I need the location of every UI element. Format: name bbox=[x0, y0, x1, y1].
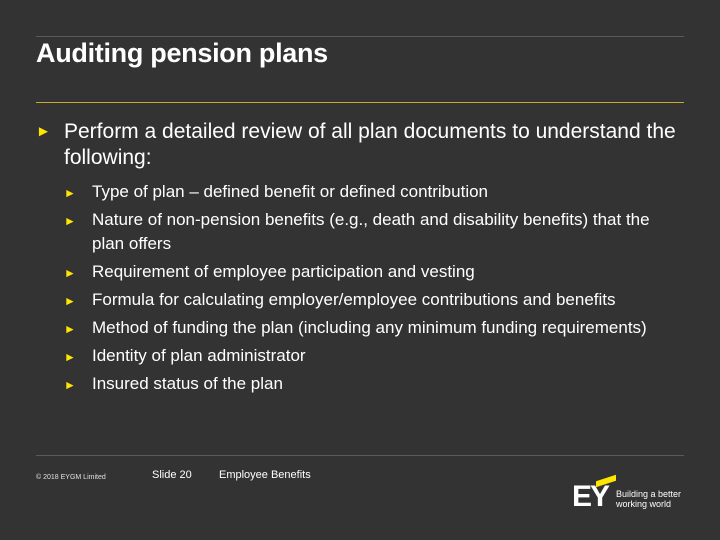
bullet-arrow-icon: ► bbox=[64, 214, 76, 228]
bullet-arrow-icon: ► bbox=[64, 378, 76, 392]
logo-tagline bbox=[616, 489, 681, 509]
sub-bullet-text: Requirement of employee participation and vesting bbox=[92, 262, 475, 281]
sub-bullet-text: Type of plan – defined benefit or defined contribution bbox=[92, 182, 489, 201]
bullet-arrow-icon: ► bbox=[64, 322, 76, 336]
sub-bullet-text: Formula for calculating employer/employee contributions and benefits bbox=[92, 290, 616, 309]
title-underline bbox=[36, 102, 684, 103]
sub-bullet-text: Insured status of the plan bbox=[92, 374, 283, 393]
logo-tagline-line1: Building a better bbox=[616, 489, 682, 499]
main-bullet-text: Perform a detailed review of all plan documents to understand the following: bbox=[64, 120, 676, 169]
sub-bullet-item bbox=[64, 180, 686, 204]
bullet-arrow-icon: ► bbox=[64, 350, 76, 364]
bullet-arrow-icon: ► bbox=[64, 186, 76, 200]
ey-logo bbox=[572, 482, 692, 512]
slide-title: Auditing pension plans bbox=[36, 38, 328, 68]
sub-bullet-text: Method of funding the plan (including any minimum funding requirements) bbox=[92, 318, 647, 337]
logo-tagline-line2: working world bbox=[616, 499, 672, 509]
sub-bullet-text: Identity of plan administrator bbox=[92, 346, 306, 365]
bullet-arrow-icon: ► bbox=[64, 266, 76, 280]
footer-divider bbox=[36, 455, 684, 456]
sub-bullet-text: Nature of non-pension benefits (e.g., death and disability benefits) that the plan offers bbox=[92, 210, 650, 253]
sub-bullet-item bbox=[64, 208, 686, 256]
sub-bullet-item bbox=[64, 288, 686, 312]
sub-bullet-list bbox=[64, 180, 686, 396]
sub-bullet-item bbox=[64, 344, 686, 368]
sub-bullet-item bbox=[64, 260, 686, 284]
main-bullet bbox=[36, 119, 686, 171]
sub-bullet-item bbox=[64, 372, 686, 396]
footer-slide-number: Slide 20 bbox=[152, 469, 192, 481]
footer-section-title: Employee Benefits bbox=[219, 469, 311, 481]
bullet-arrow-icon: ► bbox=[64, 294, 76, 308]
logo-mark: EY bbox=[572, 480, 609, 513]
bullet-content bbox=[36, 119, 686, 400]
footer-copyright: © 2018 EYGM Limited bbox=[36, 474, 106, 481]
sub-bullet-item bbox=[64, 316, 686, 340]
bullet-arrow-icon: ► bbox=[36, 123, 51, 140]
